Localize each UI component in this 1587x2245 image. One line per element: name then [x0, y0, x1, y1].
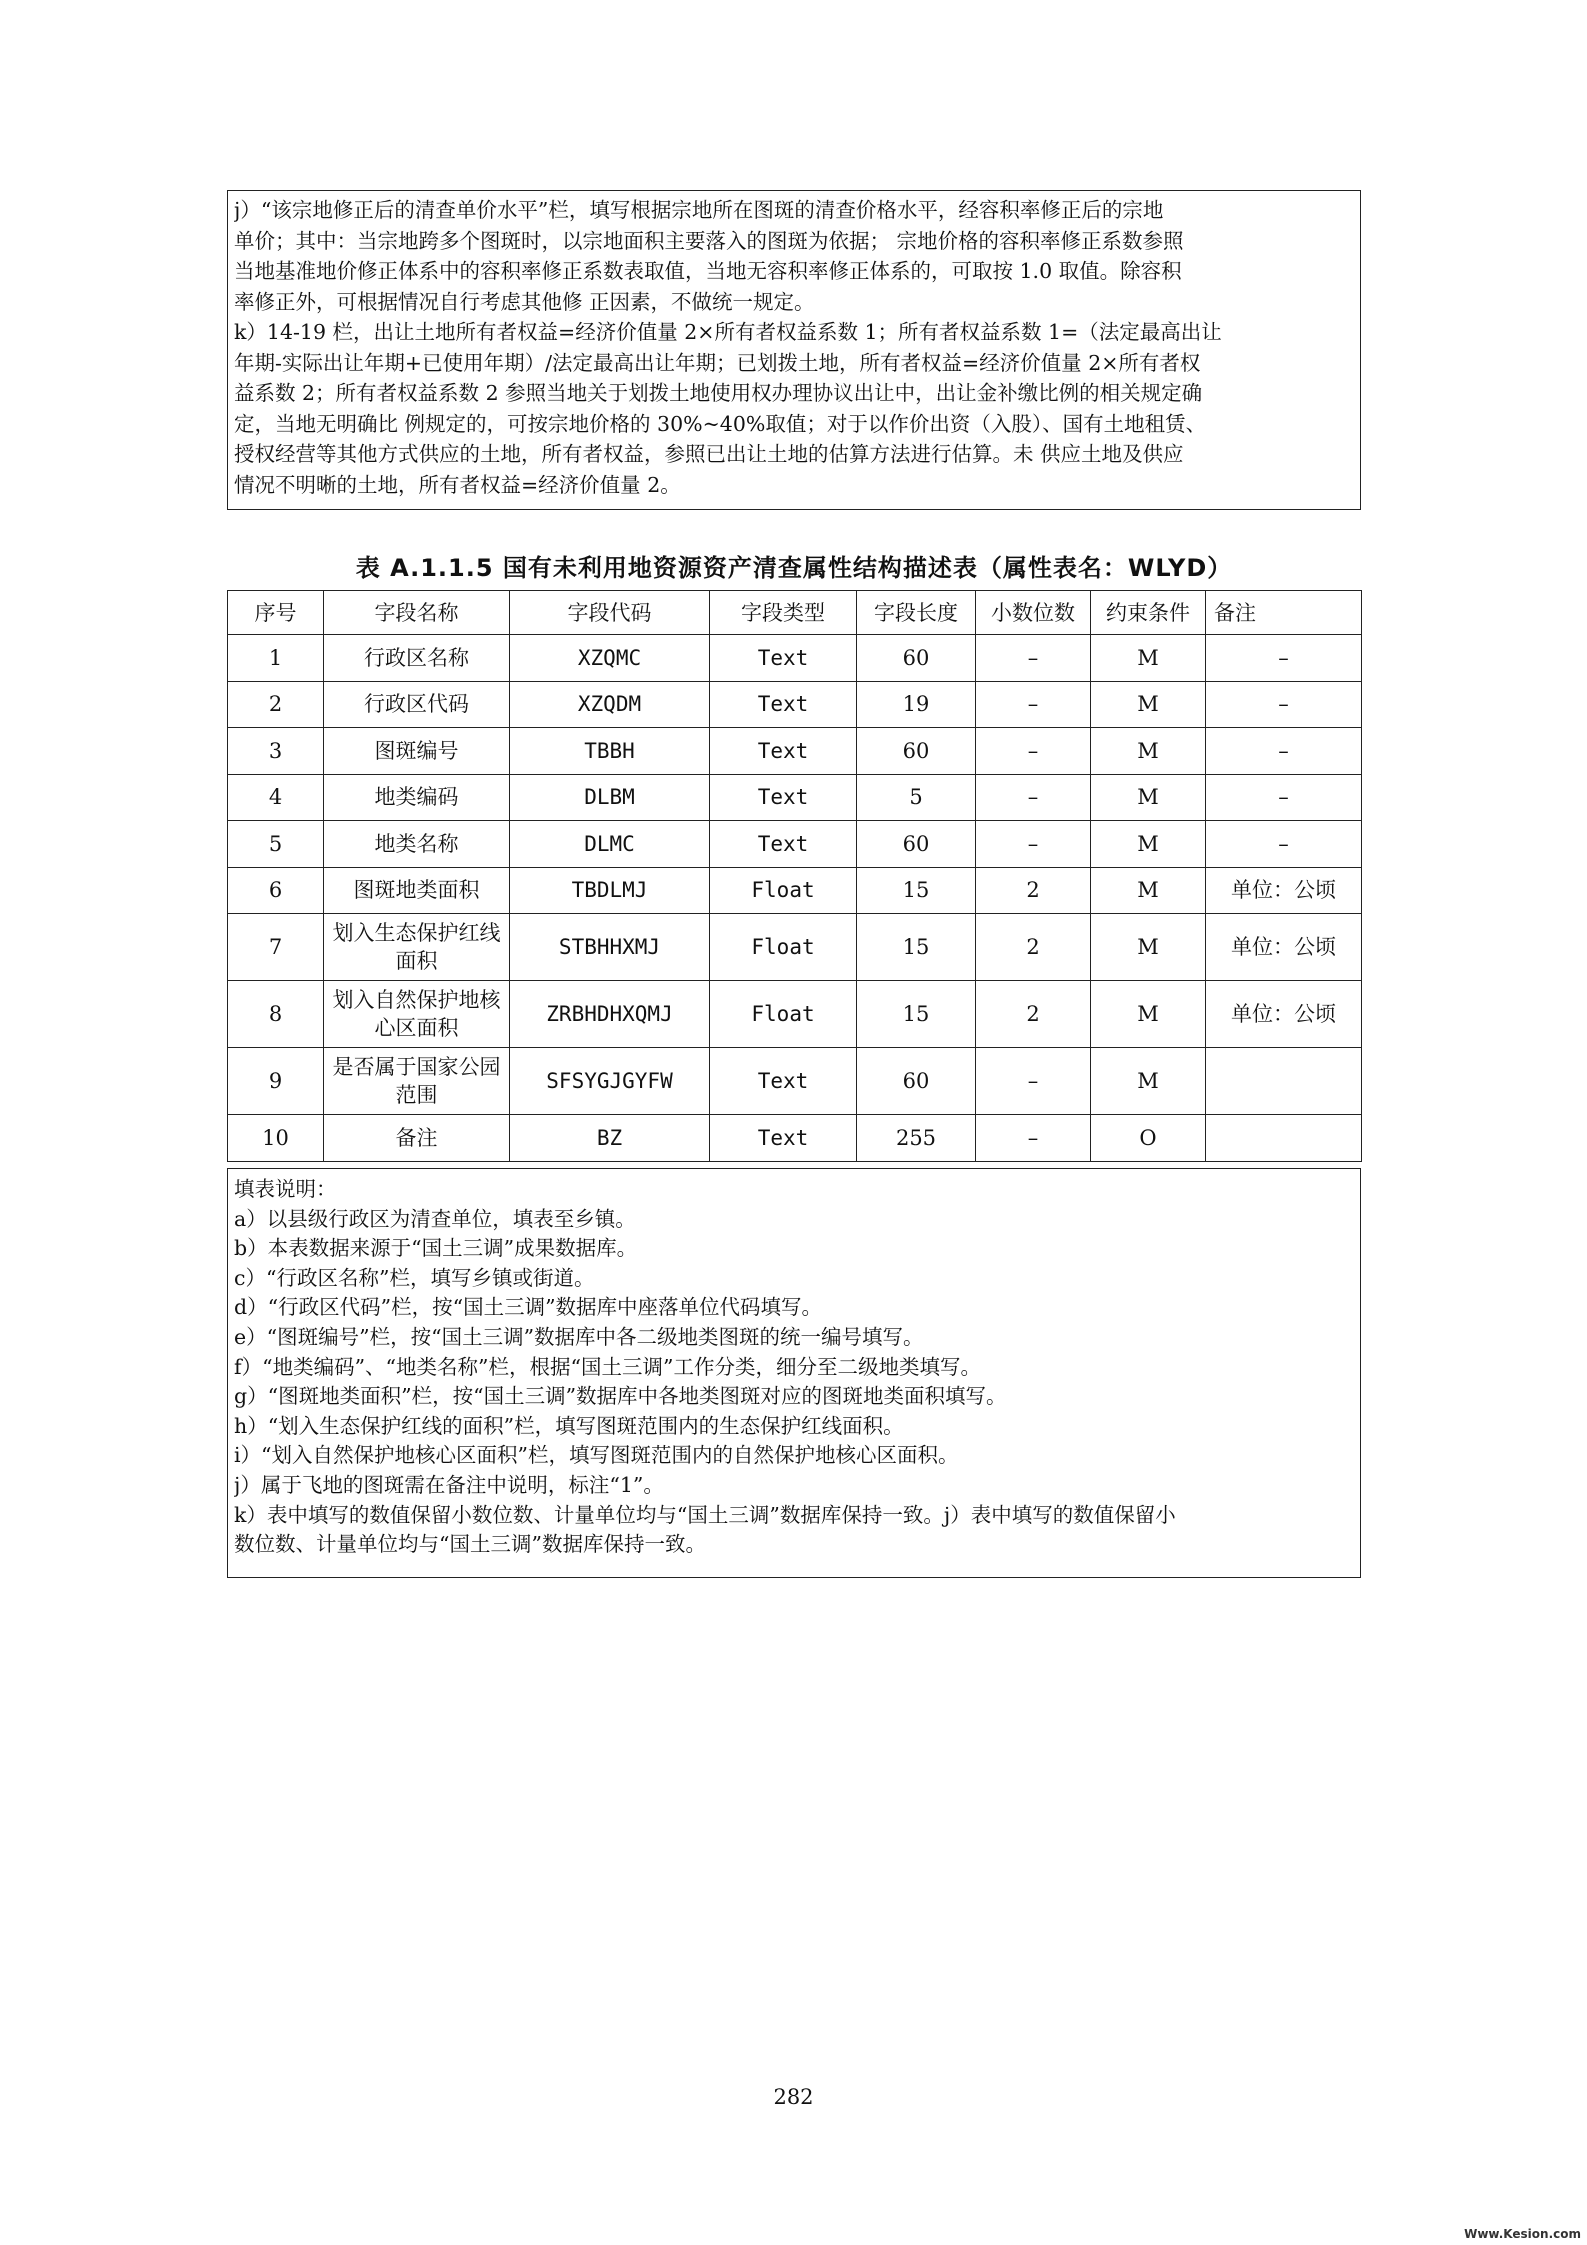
instruction-line: b）本表数据来源于“国土三调”成果数据库。 [234, 1236, 638, 1261]
cell-no: 6 [228, 867, 324, 914]
watermark: Www.Kesion.com [1464, 2227, 1581, 2241]
cell-decimals: – [976, 728, 1091, 775]
cell-note [1206, 1115, 1362, 1162]
cell-length: 15 [857, 914, 976, 981]
page-number: 282 [773, 2085, 814, 2109]
instruction-line: e）“图斑编号”栏，按“国土三调”数据库中各二级地类图斑的统一编号填写。 [234, 1324, 924, 1349]
cell-decimals: – [976, 635, 1091, 682]
cell-name: 图斑地类面积 [324, 867, 510, 914]
cell-decimals: 2 [976, 914, 1091, 981]
cell-no: 1 [228, 635, 324, 682]
cell-no: 5 [228, 821, 324, 868]
cell-decimals: 2 [976, 981, 1091, 1048]
cell-constraint: M [1091, 1048, 1206, 1115]
cell-constraint: M [1091, 914, 1206, 981]
cell-code: DLMC [510, 821, 710, 868]
cell-no: 4 [228, 774, 324, 821]
cell-name: 备注 [324, 1115, 510, 1162]
cell-code: XZQMC [510, 635, 710, 682]
instruction-line: 填表说明： [234, 1177, 337, 1201]
top-notes-box [227, 190, 1361, 510]
cell-type: Text [710, 635, 857, 682]
cell-type: Float [710, 914, 857, 981]
cell-note [1206, 1048, 1362, 1115]
instruction-line: h）“划入生态保护红线的面积”栏，填写图斑范围内的生态保护红线面积。 [234, 1413, 904, 1438]
cell-name: 划入自然保护地核心区面积 [324, 981, 510, 1048]
cell-code: STBHHXMJ [510, 914, 710, 981]
note-line: 率修正外，可根据情况自行考虑其他修 正因素，不做统一规定。 [234, 289, 815, 314]
cell-no: 10 [228, 1115, 324, 1162]
col-header-type: 字段类型 [710, 591, 857, 635]
cell-code: SFSYGJGYFW [510, 1048, 710, 1115]
cell-decimals: – [976, 1115, 1091, 1162]
table-row [228, 774, 1362, 821]
cell-no: 2 [228, 681, 324, 728]
col-header-name: 字段名称 [324, 591, 510, 635]
cell-length: 19 [857, 681, 976, 728]
instruction-line: a）以县级行政区为清查单位，填表至乡镇。 [234, 1206, 636, 1231]
cell-decimals: 2 [976, 867, 1091, 914]
col-header-code: 字段代码 [510, 591, 710, 635]
note-line: 授权经营等其他方式供应的土地，所有者权益，参照已出让土地的估算方法进行估算。未 供应土地及供应 [234, 442, 1184, 466]
cell-code: BZ [510, 1115, 710, 1162]
cell-length: 60 [857, 821, 976, 868]
cell-length: 255 [857, 1115, 976, 1162]
cell-length: 60 [857, 728, 976, 775]
cell-code: XZQDM [510, 681, 710, 728]
cell-name: 划入生态保护红线面积 [324, 914, 510, 981]
cell-constraint: M [1091, 635, 1206, 682]
instruction-line: d）“行政区代码”栏，按“国土三调”数据库中座落单位代码填写。 [234, 1295, 823, 1320]
cell-type: Text [710, 681, 857, 728]
cell-type: Text [710, 728, 857, 775]
cell-constraint: M [1091, 681, 1206, 728]
cell-length: 60 [857, 635, 976, 682]
cell-no: 9 [228, 1048, 324, 1115]
table-row [228, 1048, 1362, 1115]
table-title: 表 A.1.1.5 国有未利用地资源资产清查属性结构描述表（属性表名：WLYD） [355, 554, 1233, 582]
cell-length: 5 [857, 774, 976, 821]
cell-type: Text [710, 1115, 857, 1162]
cell-type: Float [710, 867, 857, 914]
cell-type: Float [710, 981, 857, 1048]
table-row [228, 981, 1362, 1048]
cell-length: 60 [857, 1048, 976, 1115]
note-line: 年期-实际出让年期+已使用年期）/法定最高出让年期；已划拨土地，所有者权益=经济价值量 2×所有者权 [234, 350, 1201, 375]
instruction-line: i）“划入自然保护地核心区面积”栏，填写图斑范围内的自然保护地核心区面积。 [234, 1443, 959, 1468]
cell-decimals: – [976, 821, 1091, 868]
cell-note: 单位：公顷 [1206, 914, 1362, 981]
cell-constraint: O [1091, 1115, 1206, 1162]
table-row [228, 867, 1362, 914]
note-line: j）“该宗地修正后的清查单价水平”栏，填写根据宗地所在图斑的清查价格水平，经容积率修正后的宗地 [234, 198, 1164, 222]
cell-code: ZRBHDHXQMJ [510, 981, 710, 1048]
table-row [228, 1115, 1362, 1162]
cell-note: – [1206, 635, 1362, 682]
col-header-no: 序号 [228, 591, 324, 635]
cell-length: 15 [857, 867, 976, 914]
cell-constraint: M [1091, 867, 1206, 914]
cell-no: 8 [228, 981, 324, 1048]
cell-constraint: M [1091, 821, 1206, 868]
note-line: 单价；其中：当宗地跨多个图斑时，以宗地面积主要落入的图斑为依据； 宗地价格的容积率修正系数参照 [234, 228, 1184, 253]
col-header-note: 备注 [1206, 591, 1362, 635]
cell-note: – [1206, 681, 1362, 728]
cell-constraint: M [1091, 981, 1206, 1048]
note-line: 当地基准地价修正体系中的容积率修正系数表取值，当地无容积率修正体系的，可取按 1.0 取值。除容积 [234, 259, 1182, 283]
note-line: 情况不明晰的土地，所有者权益=经济价值量 2。 [234, 472, 681, 497]
cell-code: TBDLMJ [510, 867, 710, 914]
cell-decimals: – [976, 681, 1091, 728]
cell-decimals: – [976, 774, 1091, 821]
cell-type: Text [710, 774, 857, 821]
instruction-line: c）“行政区名称”栏，填写乡镇或街道。 [234, 1265, 595, 1290]
cell-no: 3 [228, 728, 324, 775]
cell-name: 地类名称 [324, 821, 510, 868]
cell-note: – [1206, 821, 1362, 868]
attribute-table [227, 590, 1362, 1162]
instruction-line: j）属于飞地的图斑需在备注中说明，标注“1”。 [234, 1472, 664, 1497]
cell-name: 图斑编号 [324, 728, 510, 775]
cell-code: TBBH [510, 728, 710, 775]
table-header-row [228, 591, 1362, 635]
instruction-line: g）“图斑地类面积”栏，按“国土三调”数据库中各地类图斑对应的图斑地类面积填写。 [234, 1384, 1007, 1409]
table-row [228, 681, 1362, 728]
cell-note: 单位：公顷 [1206, 867, 1362, 914]
cell-decimals: – [976, 1048, 1091, 1115]
cell-name: 行政区名称 [324, 635, 510, 682]
cell-note: – [1206, 774, 1362, 821]
table-row [228, 914, 1362, 981]
table-row [228, 821, 1362, 868]
cell-name: 是否属于国家公园范围 [324, 1048, 510, 1115]
col-header-decimals: 小数位数 [976, 591, 1091, 635]
cell-constraint: M [1091, 774, 1206, 821]
cell-note: – [1206, 728, 1362, 775]
note-line: 益系数 2；所有者权益系数 2 参照当地关于划拨土地使用权办理协议出让中，出让金补缴比例的相关规定确 [234, 381, 1203, 405]
table-row [228, 635, 1362, 682]
note-line: 定，当地无明确比 例规定的，可按宗地价格的 30%~40%取值；对于以作价出资（入股）、国有土地租赁、 [234, 411, 1207, 436]
note-line: k）14-19 栏，出让土地所有者权益=经济价值量 2×所有者权益系数 1；所有者权益系数 1=（法定最高出让 [234, 320, 1222, 344]
cell-code: DLBM [510, 774, 710, 821]
instruction-line: k）表中填写的数值保留小数位数、计量单位均与“国土三调”数据库保持一致。j）表中填写的数值保留小 [234, 1502, 1176, 1527]
cell-type: Text [710, 1048, 857, 1115]
cell-length: 15 [857, 981, 976, 1048]
col-header-constraint: 约束条件 [1091, 591, 1206, 635]
cell-no: 7 [228, 914, 324, 981]
cell-type: Text [710, 821, 857, 868]
fill-instructions-box [227, 1168, 1361, 1578]
table-row [228, 728, 1362, 775]
cell-name: 行政区代码 [324, 681, 510, 728]
col-header-length: 字段长度 [857, 591, 976, 635]
cell-name: 地类编码 [324, 774, 510, 821]
cell-note: 单位：公顷 [1206, 981, 1362, 1048]
instruction-line: f）“地类编码”、“地类名称”栏，根据“国土三调”工作分类，细分至二级地类填写。 [234, 1354, 981, 1379]
instruction-line: 数位数、计量单位均与“国土三调”数据库保持一致。 [234, 1532, 706, 1557]
cell-constraint: M [1091, 728, 1206, 775]
